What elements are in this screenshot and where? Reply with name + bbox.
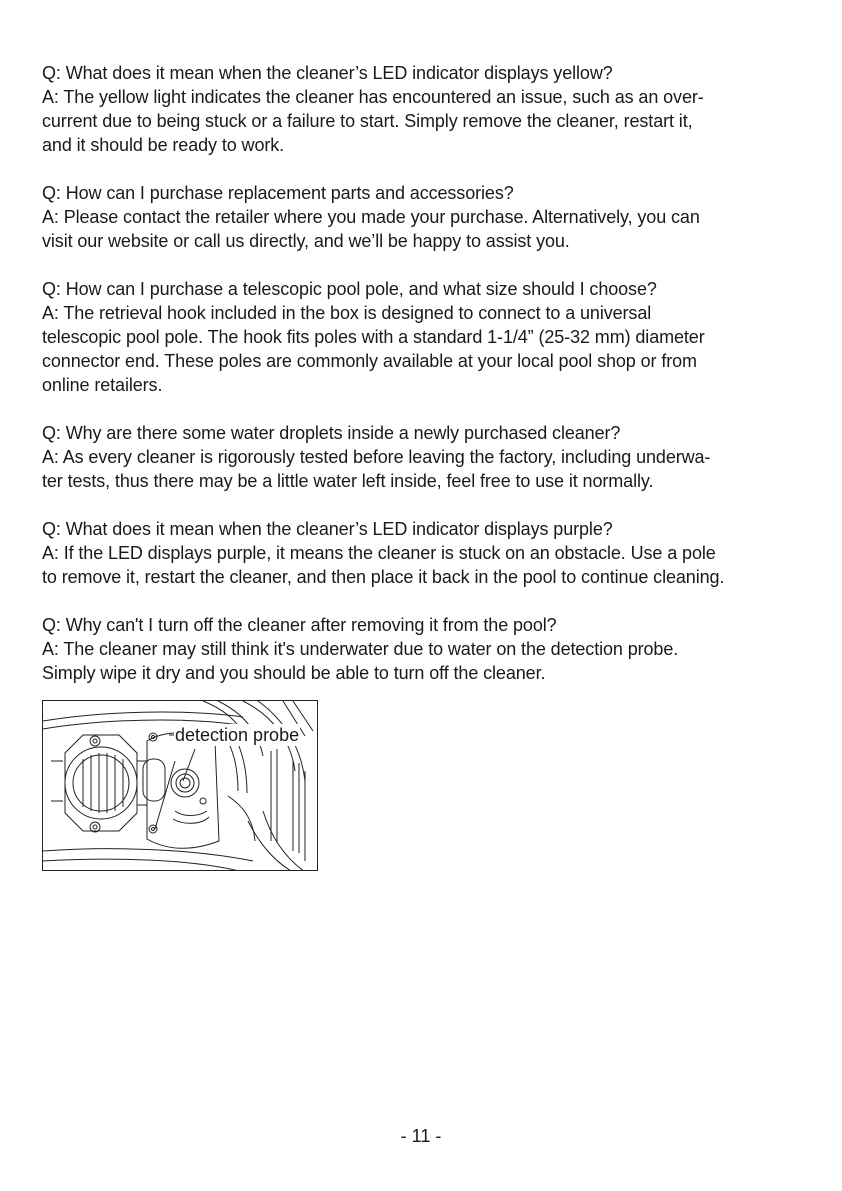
- faq-answer-line: and it should be ready to work.: [42, 135, 285, 155]
- faq-question: Q: Why can't I turn off the cleaner after removing it from the pool?: [42, 615, 557, 635]
- faq-answer-line: online retailers.: [42, 375, 163, 395]
- faq-answer-line: A: The retrieval hook included in the box is designed to connect to a universal: [42, 303, 652, 323]
- faq-answer-line: A: If the LED displays purple, it means the cleaner is stuck on an obstacle. Use a pole: [42, 543, 716, 563]
- faq-question: Q: What does it mean when the cleaner’s LED indicator displays yellow?: [42, 63, 613, 83]
- faq-answer-line: visit our website or call us directly, and we’ll be happy to assist you.: [42, 231, 570, 251]
- faq-answer-line: telescopic pool pole. The hook fits poles with a standard 1-1/4” (25-32 mm) diameter: [42, 327, 705, 347]
- faq-question: Q: How can I purchase replacement parts and accessories?: [42, 183, 514, 203]
- faq-question: Q: How can I purchase a telescopic pool pole, and what size should I choose?: [42, 279, 657, 299]
- faq-answer-line: to remove it, restart the cleaner, and then place it back in the pool to continue cleaning.: [42, 567, 725, 587]
- faq-item-replacement-parts: [42, 181, 822, 253]
- faq-list: [42, 61, 822, 709]
- faq-answer-line: ter tests, thus there may be a little water left inside, feel free to use it normally.: [42, 471, 654, 491]
- detection-probe-label: detection probe: [175, 725, 300, 745]
- faq-answer-line: connector end. These poles are commonly available at your local pool shop or from: [42, 351, 697, 371]
- faq-answer-line: A: Please contact the retailer where you made your purchase. Alternatively, you can: [42, 207, 700, 227]
- faq-item-led-purple: [42, 517, 822, 589]
- faq-answer-line: A: The cleaner may still think it's underwater due to water on the detection probe.: [42, 639, 679, 659]
- page-number: - 11 -: [400, 1126, 442, 1146]
- faq-item-led-yellow: [42, 61, 822, 157]
- faq-item-turn-off: [42, 613, 822, 685]
- faq-answer-line: A: As every cleaner is rigorously tested before leaving the factory, including underwa-: [42, 447, 711, 467]
- faq-item-telescopic-pole: [42, 277, 822, 397]
- faq-answer-line: Simply wipe it dry and you should be able to turn off the cleaner.: [42, 663, 546, 683]
- faq-question: Q: Why are there some water droplets inside a newly purchased cleaner?: [42, 423, 621, 443]
- detection-probe-figure: [42, 700, 318, 871]
- faq-question: Q: What does it mean when the cleaner’s LED indicator displays purple?: [42, 519, 613, 539]
- faq-answer-line: current due to being stuck or a failure to start. Simply remove the cleaner, restart it,: [42, 111, 693, 131]
- faq-answer-line: A: The yellow light indicates the cleaner has encountered an issue, such as an over-: [42, 87, 704, 107]
- faq-item-water-droplets: [42, 421, 822, 493]
